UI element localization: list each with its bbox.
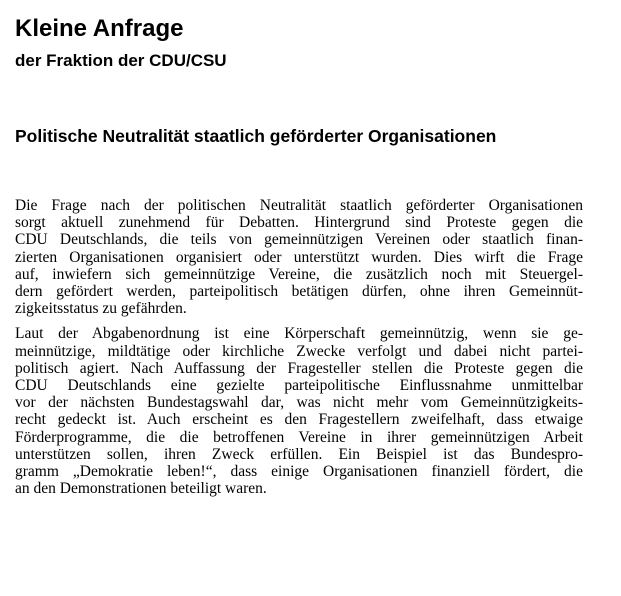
document-title: Kleine Anfrage <box>15 15 184 42</box>
text-line: zierten Organisationen organisiert oder unterstützt wurden. Dies wirft die Frage <box>15 248 583 266</box>
text-line: recht gedeckt ist. Auch erscheint es den Fragestellern zweifelhaft, dass etwaige <box>15 411 583 429</box>
document-subtitle: der Fraktion der CDU/CSU <box>15 51 227 70</box>
text-line: an den Demonstrationen beteiligt waren. <box>15 480 267 498</box>
paragraph-1 <box>15 197 583 317</box>
text-line: gramm „Demokratie leben!“, dass einige Organisationen finanziell fördert, die <box>15 463 583 481</box>
text-line: Laut der Abgabenordnung ist eine Körperschaft gemeinnützig, wenn sie ge- <box>15 325 583 343</box>
document-page <box>15 14 583 497</box>
body-text <box>15 197 583 497</box>
paragraph-2 <box>15 325 583 497</box>
text-line: CDU Deutschlands eine gezielte parteipolitische Einflussnahme unmittelbar <box>15 377 583 395</box>
text-line: auf, inwiefern sich gemeinnützige Vereine, die zusätzlich noch mit Steuergel- <box>15 265 583 283</box>
text-line: zigkeitsstatus zu gefährden. <box>15 300 187 318</box>
text-line: sorgt aktuell zunehmend für Debatten. Hintergrund sind Proteste gegen die <box>15 214 583 232</box>
text-line: politisch agiert. Nach Auffassung der Fragesteller stellen die Proteste gegen die <box>15 359 583 377</box>
text-line: Die Frage nach der politischen Neutralität staatlich geförderter Organisationen <box>15 197 583 214</box>
text-line: unterstützen sollen, ihren Zweck erfüllen. Ein Beispiel ist das Bundespro- <box>15 445 583 463</box>
text-line: dern gefördert werden, parteipolitisch betätigen dürfen, ohne ihren Gemeinnüt- <box>15 283 583 301</box>
text-line: vor der nächsten Bundestagswahl dar, was nicht mehr vom Gemeinnützigkeits- <box>15 394 583 412</box>
text-line: meinnützige, mildtätige oder kirchliche Zwecke verfolgt und dabei nicht partei- <box>15 342 583 360</box>
text-line: CDU Deutschlands, die teils von gemeinnützigen Vereinen oder staatlich finan- <box>15 231 583 249</box>
text-line: Förderprogramme, die die betroffenen Vereine in ihrer gemeinnützigen Arbeit <box>15 428 583 446</box>
document-heading: Politische Neutralität staatlich geförderter Organisationen <box>15 126 497 146</box>
